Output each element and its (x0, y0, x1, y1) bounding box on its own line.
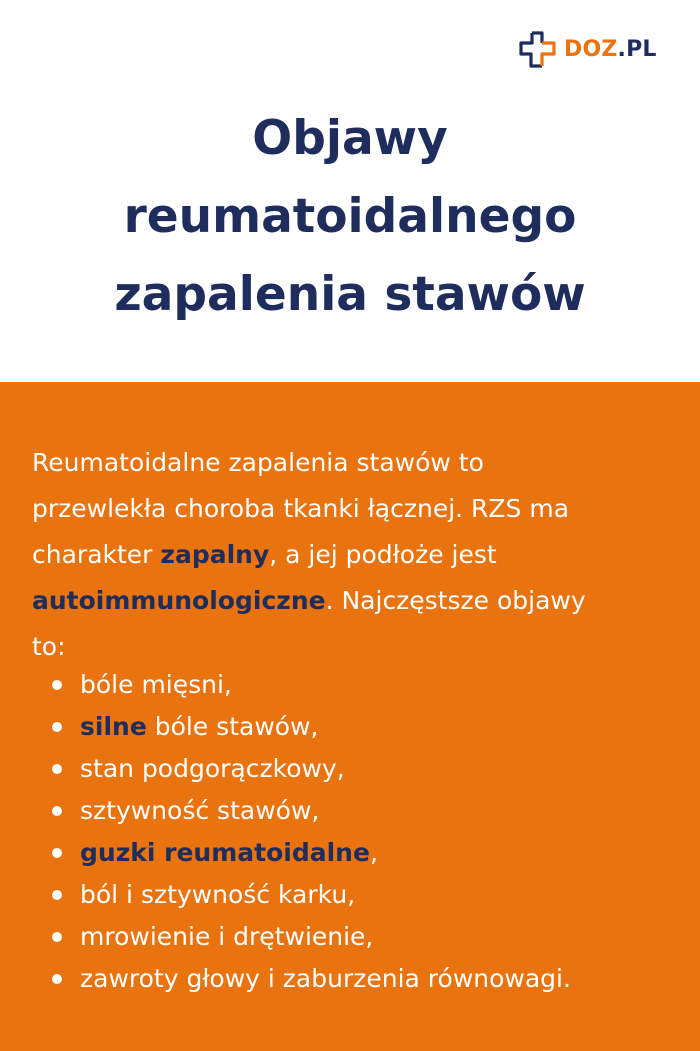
list-item (52, 790, 571, 832)
item-text: bóle mięsni, (80, 670, 232, 699)
intro-line-2: przewlekła choroba tkanki łącznej. RZS ma (32, 494, 570, 523)
item-text: stan podgorączkowy, (80, 754, 345, 783)
bullet-icon (52, 764, 62, 774)
item-text: mrowienie i drętwienie, (80, 922, 374, 951)
item-text: sztywność stawów, (80, 796, 320, 825)
bullet-icon (52, 806, 62, 816)
intro-text: . Najczęstsze objawy (325, 586, 586, 615)
item-text: bóle stawów, (146, 712, 319, 741)
intro-line-1: Reumatoidalne zapalenia stawów to (32, 448, 484, 477)
list-item (52, 748, 571, 790)
intro-line-3 (32, 532, 682, 578)
bullet-icon (52, 722, 62, 732)
item-highlight: silne (80, 712, 147, 741)
bullet-icon (52, 890, 62, 900)
logo-text: DOZ.PL (564, 37, 657, 62)
intro-line-4 (32, 578, 682, 624)
item-text: , (369, 838, 378, 867)
list-item (52, 874, 571, 916)
intro-paragraph (32, 440, 682, 670)
list-item (52, 916, 571, 958)
title-line-1: Objawy (252, 111, 448, 166)
item-text: ból i sztywność karku, (80, 880, 356, 909)
intro-text: charakter (32, 540, 161, 569)
highlight-autoimmunologiczne: autoimmunologiczne (32, 586, 326, 615)
item-text: zawroty głowy i zaburzenia równowagi. (80, 964, 571, 993)
symptoms-list (52, 664, 571, 1000)
list-item (52, 958, 571, 1000)
item-highlight: guzki reumatoidalne (80, 838, 370, 867)
bullet-icon (52, 680, 62, 690)
header-section (0, 0, 700, 382)
title-line-3: zapalenia stawów (114, 267, 586, 322)
bullet-icon (52, 974, 62, 984)
bullet-icon (52, 848, 62, 858)
intro-line-5: to: (32, 632, 66, 661)
page-title (0, 100, 700, 334)
doz-logo[interactable] (518, 30, 657, 70)
intro-text: , a jej podłoże jest (269, 540, 497, 569)
cross-plus-icon (518, 30, 558, 70)
list-item (52, 664, 571, 706)
bullet-icon (52, 932, 62, 942)
list-item (52, 706, 571, 748)
title-line-2: reumatoidalnego (123, 189, 577, 244)
highlight-zapalny: zapalny (160, 540, 270, 569)
list-item (52, 832, 571, 874)
